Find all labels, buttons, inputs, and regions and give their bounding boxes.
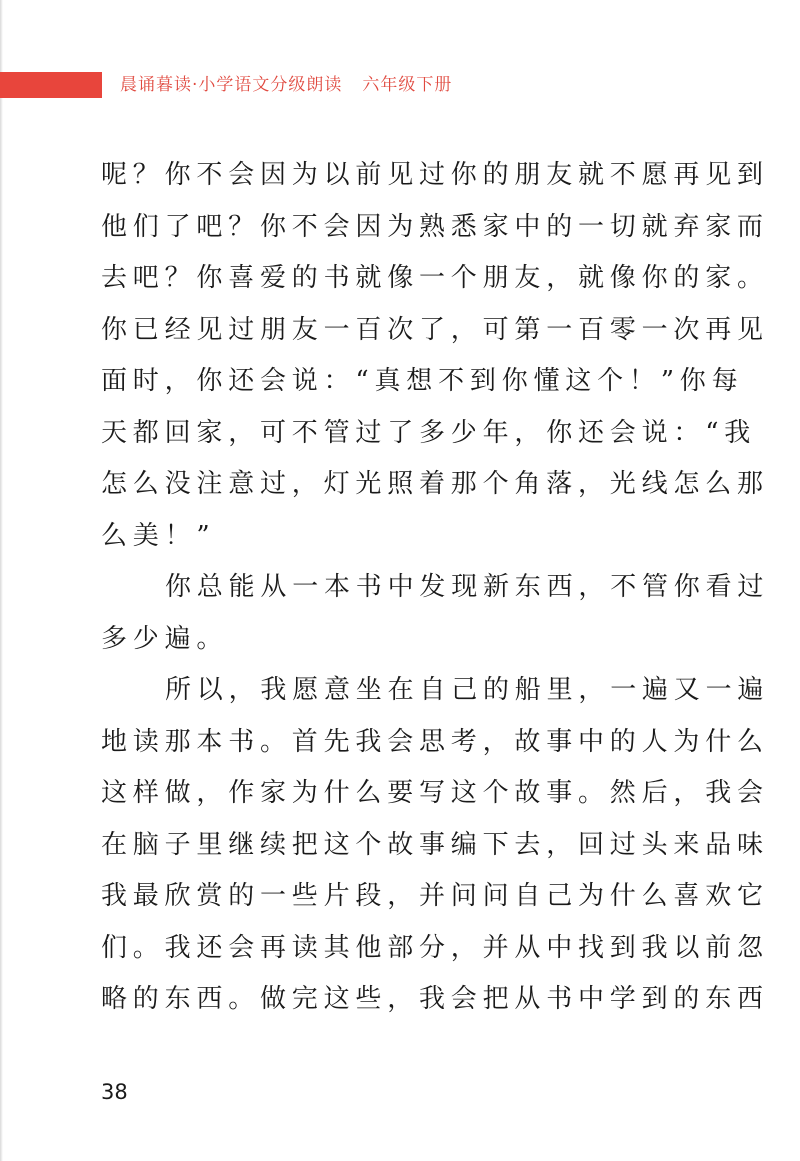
header-accent-bar [0,72,102,98]
text-line: 所以，我愿意坐在自己的船里，一遍又一遍 [165,675,770,705]
text-line: 么美！” [101,520,216,551]
text-line: 面时，你还会说：“真想不到你懂这个！”你每 [101,366,744,396]
text-line: 怎么没注意过，灯光照着那个角落，光线怎么那 [101,469,769,499]
text-line: 多少遍。 [101,623,229,654]
text-line: 地读那本书。首先我会思考，故事中的人为什么 [101,726,769,757]
book-title: 晨诵暮读·小学语文分级朗读 [120,75,343,95]
text-line: 们。我还会再读其他部分，并从中找到我以前忽 [101,932,769,963]
page-edge-shadow [0,0,3,1161]
text-line: 天都回家，可不管过了多少年，你还会说：“我 [101,417,757,448]
text-line: 略的东西。做完这些，我会把从书中学到的东西 [101,984,769,1014]
body-text [101,150,770,1026]
text-line: 你已经见过朋友一百次了，可第一百零一次再见 [101,314,769,345]
text-line: 你总能从一本书中发现新东西，不管你看过 [165,572,770,602]
grade-label: 六年级下册 [362,75,453,95]
text-line: 他们了吧？你不会因为熟悉家中的一切就弃家而 [101,211,769,242]
text-line: 我最欣赏的一些片段，并问问自己为什么喜欢它 [101,881,769,911]
text-line: 在脑子里继续把这个故事编下去，回过头来品味 [101,829,769,860]
page-number: 38 [101,1080,128,1104]
running-header [120,72,452,98]
text-line: 去吧？你喜爱的书就像一个朋友，就像你的家。 [101,263,769,293]
text-line: 呢？你不会因为以前见过你的朋友就不愿再见到 [101,160,769,190]
text-line: 这样做，作家为什么要写这个故事。然后，我会 [101,778,769,808]
